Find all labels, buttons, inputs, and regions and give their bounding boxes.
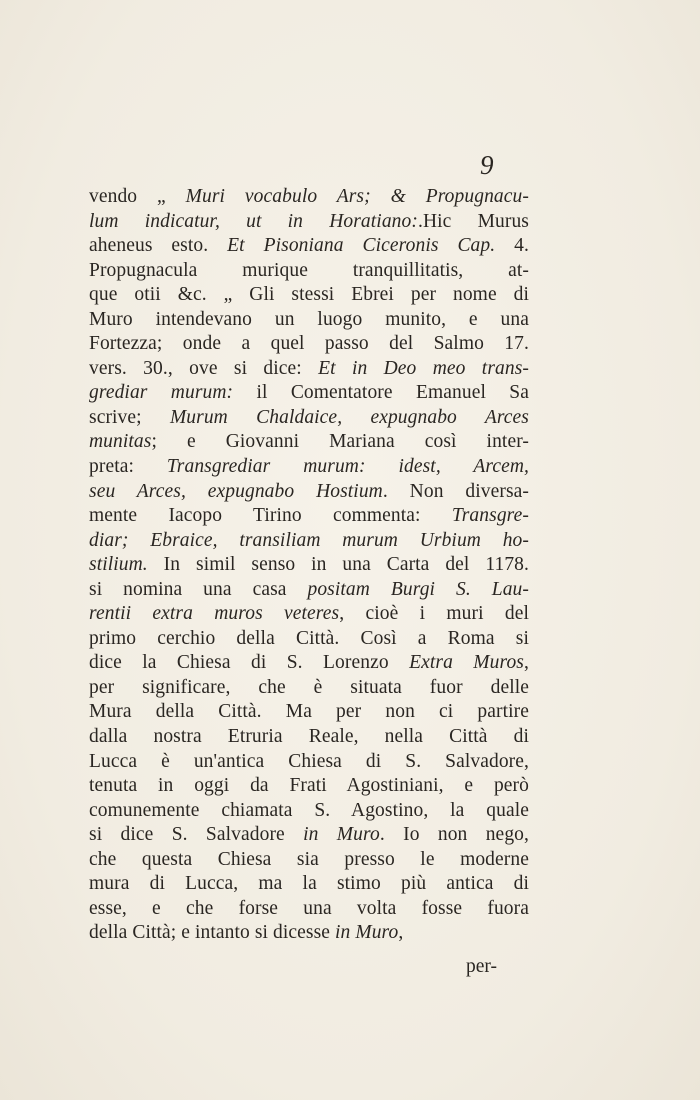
roman-text: vendo „ <box>89 186 186 207</box>
roman-text: , <box>524 652 529 674</box>
italic-text: stilium. <box>89 554 148 576</box>
body-text <box>89 185 529 946</box>
roman-text: si dice S. Salvadore <box>89 824 304 846</box>
roman-text: , <box>398 922 404 944</box>
catchword: per- <box>466 956 498 977</box>
roman-text: ; e Giovanni Mariana così inter- <box>151 431 529 453</box>
text-line <box>89 774 529 799</box>
text-line <box>89 799 529 824</box>
text-line <box>89 627 529 652</box>
roman-text: 4. <box>495 235 529 257</box>
text-line <box>89 185 529 210</box>
roman-text: mente Iacopo Tirino commenta: <box>89 505 452 527</box>
roman-text: . Io non nego, <box>379 824 529 846</box>
text-line <box>89 210 529 235</box>
page-number: 9 <box>480 150 494 180</box>
italic-text: Et in Deo meo trans- <box>318 357 529 379</box>
italic-text: Murum Chaldaice, expugnabo Arces <box>169 406 529 428</box>
italic-text: lum indicatur, ut in Horatiano: <box>89 210 418 232</box>
roman-text: Muro intendevano un luogo munito, e una <box>89 308 529 330</box>
roman-text: esse, e che forse una volta fosse fuora <box>89 897 529 919</box>
roman-text: .Hic Murus <box>417 210 529 232</box>
roman-text: che questa Chiesa sia presso le moderne <box>89 848 529 870</box>
roman-text: mura di Lucca, ma la stimo più antica di <box>89 873 529 895</box>
text-line <box>89 332 529 357</box>
italic-text: Et Pisoniana Ciceronis Cap. <box>227 235 496 257</box>
text-line <box>89 676 529 701</box>
roman-text: Fortezza; onde a quel passo del Salmo 17. <box>89 333 529 355</box>
italic-text: Extra Muros <box>409 652 524 674</box>
text-line <box>89 259 529 284</box>
text-line <box>89 848 529 873</box>
text-line <box>89 872 529 897</box>
roman-text: Lucca è un'antica Chiesa di S. Salvadore, <box>89 750 529 772</box>
roman-text: aheneus esto. <box>89 235 228 257</box>
roman-text: , cioè i muri del <box>339 603 530 625</box>
text-line <box>89 234 529 259</box>
text-line <box>89 455 529 480</box>
roman-text: Mura della Città. Ma per non ci partire <box>89 701 529 723</box>
text-line <box>89 578 529 603</box>
roman-text: si nomina una casa <box>89 578 308 600</box>
italic-text: diar; Ebraice, transiliam murum Urbium ho- <box>89 529 529 551</box>
roman-text: dalla nostra Etruria Reale, nella Città di <box>89 726 529 748</box>
text-line <box>89 381 529 406</box>
text-line <box>89 480 529 505</box>
roman-text: In simil senso in una Carta del 1178. <box>147 554 529 576</box>
roman-text: dice la Chiesa di S. Lorenzo <box>89 652 410 674</box>
roman-text: que otii &c. „ Gli stessi Ebrei per nome di <box>89 284 529 306</box>
text-line <box>89 283 529 308</box>
roman-text: preta: <box>89 456 167 478</box>
italic-text: in Muro <box>303 824 380 846</box>
text-line <box>89 504 529 529</box>
text-line <box>89 602 529 627</box>
text-line <box>89 308 529 333</box>
roman-text: . Non diversa- <box>382 480 529 502</box>
text-line <box>89 823 529 848</box>
text-line <box>89 357 529 382</box>
text-line <box>89 897 529 922</box>
roman-text: della Città; e intanto si dicesse <box>89 922 336 944</box>
italic-text: Transgre- <box>451 505 529 527</box>
text-line <box>89 725 529 750</box>
italic-text: seu Arces, expugnabo Hostium <box>89 480 383 502</box>
italic-text: Transgrediar murum: idest, Arcem, <box>166 456 529 478</box>
text-line <box>89 430 529 455</box>
italic-text: in Muro <box>335 922 399 944</box>
text-line <box>89 553 529 578</box>
italic-text: rentii extra muros veteres <box>89 603 340 625</box>
roman-text: Propugnacula murique tranquillitatis, at- <box>89 259 529 281</box>
text-line <box>89 921 529 946</box>
roman-text: scrive; <box>89 406 170 428</box>
roman-text: il Comentatore Emanuel Sa <box>233 382 529 404</box>
text-line <box>89 406 529 431</box>
text-line <box>89 529 529 554</box>
roman-text: primo cerchio della Città. Così a Roma si <box>89 627 529 649</box>
italic-text: munitas <box>89 431 152 453</box>
text-line <box>89 700 529 725</box>
italic-text: positam Burgi S. Lau- <box>307 578 530 600</box>
text-line <box>89 651 529 676</box>
italic-text: grediar murum: <box>89 382 234 404</box>
roman-text: tenuta in oggi da Frati Agostiniani, e però <box>89 775 529 797</box>
roman-text: vers. 30., ove si dice: <box>89 357 319 379</box>
italic-text: Muri vocabulo Ars; & Propugnacu- <box>185 186 529 207</box>
roman-text: per significare, che è situata fuor delle <box>89 676 529 698</box>
roman-text: comunemente chiamata S. Agostino, la quale <box>89 799 529 821</box>
text-line <box>89 750 529 775</box>
